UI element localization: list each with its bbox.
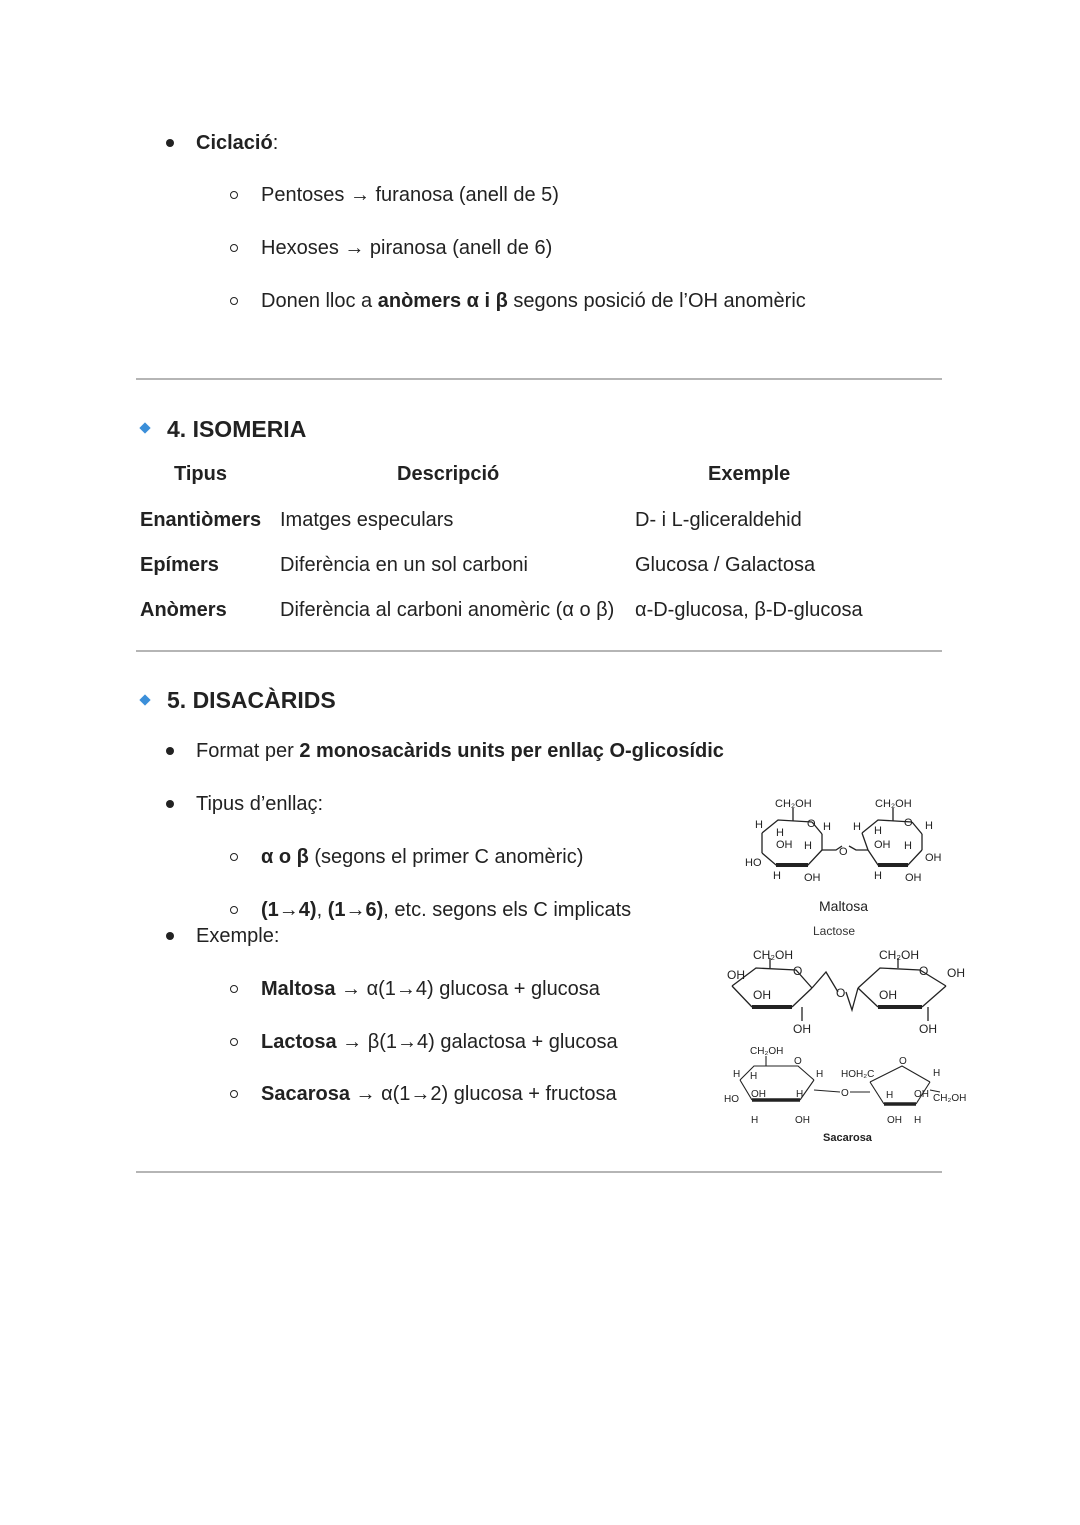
sacarosa-structure xyxy=(740,1056,940,1104)
table-cell-tipus: Enantiòmers xyxy=(140,509,262,531)
table-cell-tipus: Epímers xyxy=(140,554,219,576)
label-ch2oh: CH₂OH xyxy=(879,948,919,962)
label-h: H xyxy=(874,870,882,882)
label-o: O xyxy=(904,817,913,829)
label-h: H xyxy=(750,1071,758,1082)
label-oh: OH xyxy=(887,1115,902,1126)
label-oh: OH xyxy=(727,968,745,982)
ciclacio-heading: Ciclació: xyxy=(196,132,279,154)
tipus-item-alpha-beta: α o β (segons el primer C anomèric) xyxy=(261,846,584,868)
table-header-descripcio: Descripció xyxy=(397,463,500,485)
caption-lactose: Lactose xyxy=(813,924,856,938)
label-ch2oh: CH₂OH xyxy=(775,798,812,810)
label-h: H xyxy=(874,825,882,837)
label-o: O xyxy=(839,846,848,858)
label-ch2oh: CH₂OH xyxy=(750,1046,784,1057)
disacarids-exemple-title: Exemple: xyxy=(196,925,280,947)
ciclacio-item-pentoses: Pentoses → furanosa (anell de 5) xyxy=(261,184,559,206)
label-h: H xyxy=(773,870,781,882)
table-cell-descripcio: Diferència en un sol carboni xyxy=(280,554,528,576)
label-o: O xyxy=(807,818,816,830)
table-header-exemple: Exemple xyxy=(708,463,791,485)
label-oh: OH xyxy=(793,1022,811,1036)
label-o: O xyxy=(794,1056,802,1067)
label-oh: OH xyxy=(874,839,891,851)
label-h: H xyxy=(751,1115,759,1126)
label-h: H xyxy=(733,1069,741,1080)
caption-sacarosa: Sacarosa xyxy=(823,1132,872,1144)
section-title-isomeria: 4. ISOMERIA xyxy=(167,416,307,442)
label-oh: OH xyxy=(905,872,922,884)
table-cell-exemple: α-D-glucosa, β-D-glucosa xyxy=(635,599,863,621)
label-oh: OH xyxy=(925,852,942,864)
label-h: H xyxy=(776,827,784,839)
label-o: O xyxy=(919,964,929,978)
table-header-tipus: Tipus xyxy=(174,463,227,485)
ciclacio-item-hexoses: Hexoses → piranosa (anell de 6) xyxy=(261,237,553,259)
label-oh: OH xyxy=(753,988,771,1002)
label-h: H xyxy=(755,819,763,831)
table-cell-exemple: D- i L-gliceraldehid xyxy=(635,509,802,531)
disacarids-tipus-title: Tipus d’enllaç: xyxy=(196,793,324,815)
label-o: O xyxy=(836,986,846,1000)
divider xyxy=(136,1171,942,1173)
label-o: O xyxy=(841,1088,849,1099)
label-ch2oh: CH₂OH xyxy=(753,948,793,962)
label-h: H xyxy=(904,840,912,852)
label-oh: OH xyxy=(879,988,897,1002)
table-cell-exemple: Glucosa / Galactosa xyxy=(635,554,816,576)
label-h: H xyxy=(796,1089,804,1100)
label-h: H xyxy=(804,840,812,852)
label-h: H xyxy=(914,1115,922,1126)
label-oh: OH xyxy=(804,872,821,884)
label-h: H xyxy=(853,821,861,833)
label-o: O xyxy=(899,1056,907,1067)
label-hoh2c: HOH₂C xyxy=(841,1069,875,1080)
ciclacio-item-anomers: Donen lloc a anòmers α i β segons posició de l’OH anomèric xyxy=(261,290,806,312)
label-oh: OH xyxy=(914,1089,929,1100)
label-o: O xyxy=(793,964,803,978)
label-h: H xyxy=(816,1069,824,1080)
exemple-item-sacarosa: Sacarosa → α(1→2) glucosa + fructosa xyxy=(261,1083,617,1105)
label-oh: OH xyxy=(751,1089,766,1100)
label-ch2oh: CH₂OH xyxy=(933,1093,967,1104)
exemple-item-maltosa: Maltosa → α(1→4) glucosa + glucosa xyxy=(261,978,600,1000)
label-ch2oh: CH₂OH xyxy=(875,798,912,810)
label-h: H xyxy=(933,1068,941,1079)
label-oh: OH xyxy=(919,1022,937,1036)
label-oh: OH xyxy=(776,839,793,851)
label-h: H xyxy=(925,820,933,832)
disacarids-format: Format per 2 monosacàrids units per enllaç O-glicosídic xyxy=(196,740,724,762)
caption-maltosa: Maltosa xyxy=(819,898,869,914)
table-cell-descripcio: Imatges especulars xyxy=(280,509,454,531)
table-cell-tipus: Anòmers xyxy=(140,599,227,621)
label-h: H xyxy=(886,1090,894,1101)
exemple-item-lactosa: Lactosa → β(1→4) galactosa + glucosa xyxy=(261,1031,618,1053)
label-ho: HO xyxy=(724,1094,739,1105)
section-title-disacarids: 5. DISACÀRIDS xyxy=(167,687,336,713)
label-ho: HO xyxy=(745,857,762,869)
tipus-item-carbons: (1→4), (1→6), etc. segons els C implicats xyxy=(261,899,632,921)
label-oh: OH xyxy=(795,1115,810,1126)
label-oh: OH xyxy=(947,966,965,980)
label-h: H xyxy=(823,821,831,833)
table-cell-descripcio: Diferència al carboni anomèric (α o β) xyxy=(280,599,615,621)
